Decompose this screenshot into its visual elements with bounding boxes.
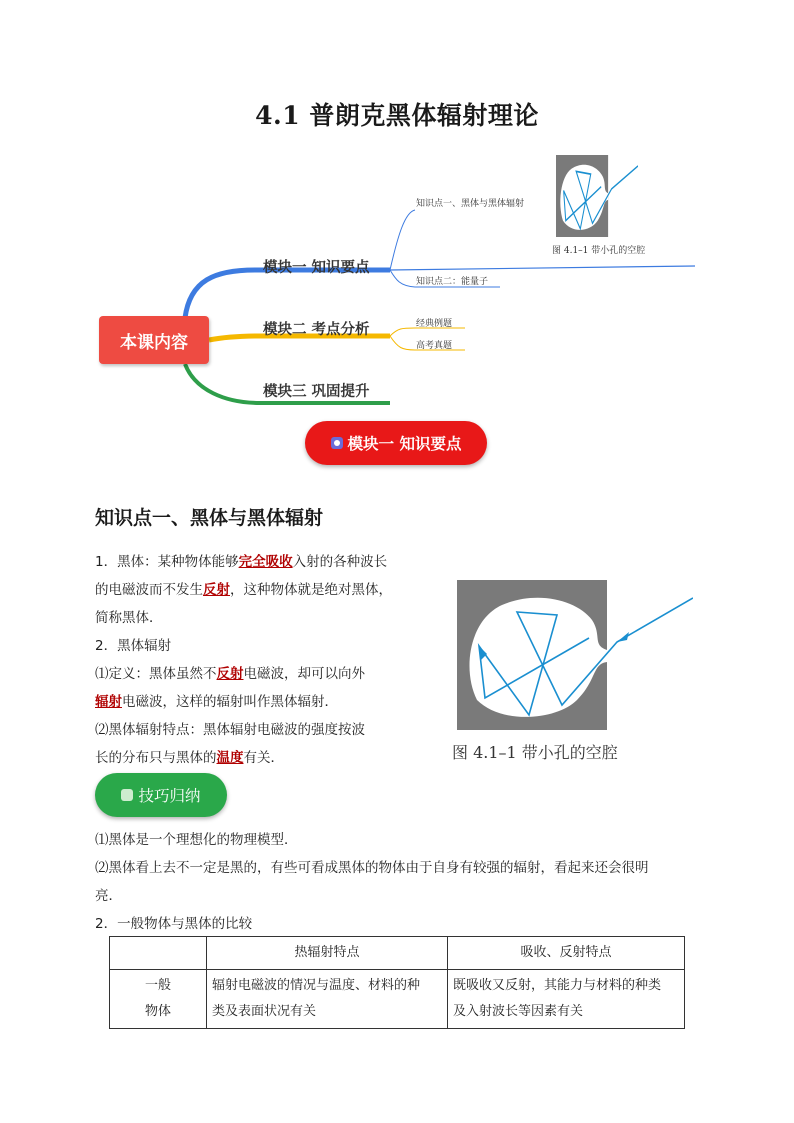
- thumbnail-caption: 图 4.1–1 带小孔的空腔: [552, 246, 646, 256]
- point-1-line-1: 1．黑体：某种物体能够完全吸收入射的各种波长: [95, 554, 388, 570]
- tips-icon: [121, 789, 133, 801]
- table-header-cell: 热辐射特点: [207, 937, 448, 970]
- point-3-line-2: 辐射电磁波，这样的辐射叫作黑体辐射．: [95, 694, 338, 710]
- mindmap-sub-knowledge-1: 知识点一、黑体与黑体辐射: [416, 199, 525, 209]
- table-cell: 辐射电磁波的情况与温度、材料的种 类及表面状况有关: [207, 970, 448, 1029]
- keyword: 完全吸收: [238, 554, 293, 570]
- sub-branch-line: [390, 210, 415, 270]
- tips-banner: [95, 773, 227, 817]
- module-banner-label: 模块一 知识要点: [347, 435, 462, 453]
- mindmap-sub-examples: 经典例题: [416, 319, 453, 329]
- branch-module-1: [185, 270, 390, 318]
- table-row-label: 一般 物体: [110, 970, 207, 1029]
- module-banner: [305, 421, 487, 465]
- section-heading: 知识点一、黑体与黑体辐射: [95, 507, 324, 529]
- mindmap-module-1: 模块一 知识要点: [263, 260, 370, 276]
- keyword: 辐射: [95, 694, 122, 710]
- point-2: 2．黑体辐射: [95, 638, 172, 654]
- point-4-line-2: 长的分布只与黑体的温度有关．: [95, 750, 284, 766]
- module-icon: [331, 437, 343, 449]
- cavity-figure: [457, 580, 693, 730]
- sub-branch-line: [390, 266, 695, 270]
- table-row: [110, 970, 685, 1029]
- point-1-line-3: 简称黑体．: [95, 610, 163, 626]
- table-header-cell: 吸收、反射特点: [448, 937, 685, 970]
- tips-list: [95, 826, 705, 938]
- mindmap-center: 本课内容: [99, 316, 209, 364]
- table-header-cell: [110, 937, 207, 970]
- mindmap-sub-exams: 高考真题: [416, 341, 453, 351]
- tip-2: ⑵黑体看上去不一定是黑的，有些可看成黑体的物体由于自身有较强的辐射，看起来还会很明: [95, 860, 649, 876]
- page-title: 4.1 普朗克黑体辐射理论: [255, 101, 539, 130]
- point-4-line-1: ⑵黑体辐射特点：黑体辐射电磁波的强度按波: [95, 722, 365, 738]
- mindmap-module-3: 模块三 巩固提升: [263, 384, 370, 400]
- tip-1: ⑴黑体是一个理想化的物理模型．: [95, 832, 298, 848]
- table-cell: 既吸收又反射，其能力与材料的种类 及入射波长等因素有关: [448, 970, 685, 1029]
- tips-banner-label: 技巧归纳: [138, 787, 201, 805]
- table-header-row: [110, 937, 685, 970]
- keyword: 反射: [203, 582, 230, 598]
- point-3-line-1: ⑴定义：黑体虽然不反射电磁波，却可以向外: [95, 666, 365, 682]
- tip-2-cont: 亮．: [95, 888, 122, 904]
- mindmap-module-2: 模块二 考点分析: [263, 322, 370, 338]
- tip-3: 2．一般物体与黑体的比较: [95, 916, 253, 932]
- mindmap-branches: [0, 150, 794, 420]
- cavity-thumbnail: [556, 155, 638, 237]
- sub-branch-line: [390, 328, 465, 336]
- comparison-table: [109, 936, 685, 1029]
- keyword: 反射: [216, 666, 244, 682]
- point-1-line-2: 的电磁波而不发生反射，这种物体就是绝对黑体，: [95, 582, 392, 598]
- figure-caption: 图 4.1–1 带小孔的空腔: [452, 743, 618, 762]
- mindmap-sub-knowledge-2: 知识点二：能量子: [416, 277, 489, 287]
- knowledge-points: [95, 548, 435, 772]
- keyword: 温度: [216, 750, 244, 766]
